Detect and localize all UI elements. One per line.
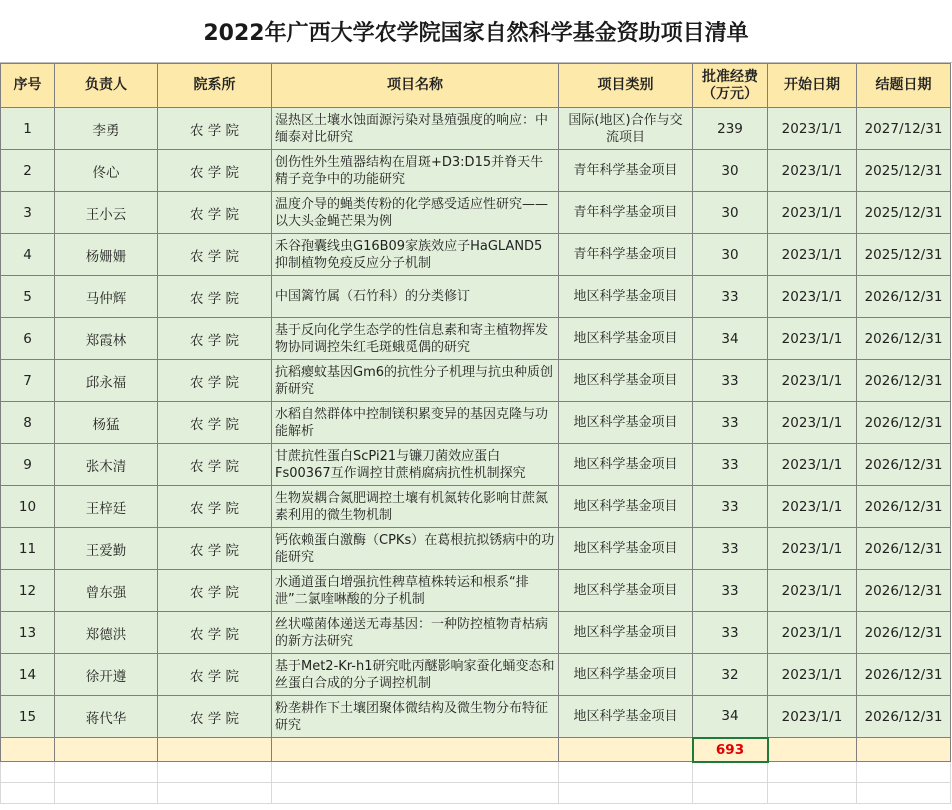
table-row (1, 192, 951, 234)
empty-cell[interactable] (55, 738, 158, 762)
header-end[interactable]: 结题日期 (857, 64, 951, 108)
cell-name[interactable]: 基于Met2-Kr-h1研究吡丙醚影响家蚕化蛹变态和丝蛋白合成的分子调控机制 (272, 654, 559, 696)
cell-start[interactable]: 2023/1/1 (768, 108, 857, 150)
cell-start[interactable]: 2023/1/1 (768, 234, 857, 276)
cell-type[interactable]: 地区科学基金项目 (559, 696, 693, 738)
cell-dept[interactable]: 农 学 院 (158, 318, 272, 360)
cell-name[interactable]: 钙依赖蛋白激酶（CPKs）在葛根抗拟锈病中的功能研究 (272, 528, 559, 570)
header-index[interactable]: 序号 (1, 64, 55, 108)
cell-name[interactable]: 抗稻瘿蚊基因Gm6的抗性分子机理与抗虫种质创新研究 (272, 360, 559, 402)
cell-end[interactable]: 2025/12/31 (857, 192, 951, 234)
cell-start[interactable]: 2023/1/1 (768, 360, 857, 402)
cell-name[interactable]: 水通道蛋白增强抗性稗草植株转运和根系“排泄”二氯喹啉酸的分子机制 (272, 570, 559, 612)
cell-dept[interactable]: 农 学 院 (158, 444, 272, 486)
empty-cell[interactable] (272, 738, 559, 762)
empty-cell[interactable] (857, 783, 951, 804)
cell-funds[interactable]: 30 (693, 234, 768, 276)
empty-cell[interactable] (768, 783, 857, 804)
cell-index[interactable]: 14 (1, 654, 55, 696)
cell-leader[interactable]: 郑德洪 (55, 612, 158, 654)
cell-funds[interactable]: 30 (693, 192, 768, 234)
empty-cell[interactable] (559, 738, 693, 762)
cell-index[interactable]: 2 (1, 150, 55, 192)
header-dept[interactable]: 院系所 (158, 64, 272, 108)
cell-funds[interactable]: 33 (693, 570, 768, 612)
header-funds[interactable]: 批准经费（万元） (693, 64, 768, 108)
cell-funds[interactable]: 33 (693, 528, 768, 570)
cell-start[interactable]: 2023/1/1 (768, 528, 857, 570)
cell-leader[interactable]: 张木清 (55, 444, 158, 486)
cell-dept[interactable]: 农 学 院 (158, 108, 272, 150)
cell-end[interactable]: 2026/12/31 (857, 696, 951, 738)
cell-funds[interactable]: 34 (693, 318, 768, 360)
cell-dept[interactable]: 农 学 院 (158, 696, 272, 738)
header-type[interactable]: 项目类别 (559, 64, 693, 108)
cell-end[interactable]: 2027/12/31 (857, 108, 951, 150)
cell-type[interactable]: 地区科学基金项目 (559, 444, 693, 486)
cell-start[interactable]: 2023/1/1 (768, 612, 857, 654)
cell-start[interactable]: 2023/1/1 (768, 318, 857, 360)
total-row (1, 738, 951, 762)
cell-index[interactable]: 12 (1, 570, 55, 612)
cell-end[interactable]: 2026/12/31 (857, 654, 951, 696)
table-row (1, 108, 951, 150)
cell-type[interactable]: 地区科学基金项目 (559, 276, 693, 318)
empty-cell[interactable] (1, 738, 55, 762)
cell-end[interactable]: 2026/12/31 (857, 570, 951, 612)
cell-type[interactable]: 地区科学基金项目 (559, 528, 693, 570)
cell-index[interactable]: 5 (1, 276, 55, 318)
cell-dept[interactable]: 农 学 院 (158, 150, 272, 192)
empty-cell[interactable] (55, 783, 158, 804)
cell-index[interactable]: 8 (1, 402, 55, 444)
cell-start[interactable]: 2023/1/1 (768, 570, 857, 612)
cell-index[interactable]: 7 (1, 360, 55, 402)
cell-name[interactable]: 粉垄耕作下土壤团聚体微结构及微生物分布特征研究 (272, 696, 559, 738)
cell-funds[interactable]: 239 (693, 108, 768, 150)
table-row (1, 318, 951, 360)
cell-index[interactable]: 3 (1, 192, 55, 234)
cell-type[interactable]: 国际(地区)合作与交流项目 (559, 108, 693, 150)
cell-index[interactable]: 15 (1, 696, 55, 738)
cell-name[interactable]: 中国篱竹属（石竹科）的分类修订 (272, 276, 559, 318)
empty-cell[interactable] (559, 762, 693, 783)
cell-leader[interactable]: 马仲辉 (55, 276, 158, 318)
cell-type[interactable]: 地区科学基金项目 (559, 318, 693, 360)
cell-name[interactable]: 禾谷孢囊线虫G16B09家族效应子HaGLAND5抑制植物免疫反应分子机制 (272, 234, 559, 276)
cell-end[interactable]: 2025/12/31 (857, 234, 951, 276)
empty-cell[interactable] (1, 762, 55, 783)
cell-end[interactable]: 2026/12/31 (857, 360, 951, 402)
cell-type[interactable]: 地区科学基金项目 (559, 570, 693, 612)
funding-table (0, 63, 951, 804)
cell-type[interactable]: 地区科学基金项目 (559, 360, 693, 402)
cell-funds[interactable]: 33 (693, 360, 768, 402)
cell-start[interactable]: 2023/1/1 (768, 192, 857, 234)
cell-start[interactable]: 2023/1/1 (768, 696, 857, 738)
cell-end[interactable]: 2026/12/31 (857, 612, 951, 654)
cell-leader[interactable]: 王梓廷 (55, 486, 158, 528)
cell-dept[interactable]: 农 学 院 (158, 612, 272, 654)
cell-name[interactable]: 丝状噬菌体递送无毒基因：一种防控植物青枯病的新方法研究 (272, 612, 559, 654)
table-row (1, 444, 951, 486)
cell-dept[interactable]: 农 学 院 (158, 276, 272, 318)
cell-index[interactable]: 6 (1, 318, 55, 360)
cell-type[interactable]: 青年科学基金项目 (559, 192, 693, 234)
cell-start[interactable]: 2023/1/1 (768, 150, 857, 192)
cell-funds[interactable]: 33 (693, 402, 768, 444)
cell-type[interactable]: 地区科学基金项目 (559, 402, 693, 444)
cell-dept[interactable]: 农 学 院 (158, 192, 272, 234)
empty-cell[interactable] (857, 738, 951, 762)
header-start[interactable]: 开始日期 (768, 64, 857, 108)
cell-leader[interactable]: 王爱勤 (55, 528, 158, 570)
table-row (1, 528, 951, 570)
cell-leader[interactable]: 李勇 (55, 108, 158, 150)
table-row (1, 570, 951, 612)
empty-cell[interactable] (768, 738, 857, 762)
cell-funds[interactable]: 33 (693, 612, 768, 654)
cell-end[interactable]: 2026/12/31 (857, 402, 951, 444)
cell-type[interactable]: 青年科学基金项目 (559, 234, 693, 276)
empty-cell[interactable] (272, 762, 559, 783)
table-row (1, 150, 951, 192)
cell-type[interactable]: 地区科学基金项目 (559, 612, 693, 654)
cell-index[interactable]: 1 (1, 108, 55, 150)
header-name[interactable]: 项目名称 (272, 64, 559, 108)
cell-funds[interactable]: 33 (693, 276, 768, 318)
header-leader[interactable]: 负责人 (55, 64, 158, 108)
cell-leader[interactable]: 蒋代华 (55, 696, 158, 738)
cell-leader[interactable]: 曾东强 (55, 570, 158, 612)
cell-index[interactable]: 11 (1, 528, 55, 570)
cell-end[interactable]: 2025/12/31 (857, 150, 951, 192)
cell-funds[interactable]: 32 (693, 654, 768, 696)
total-funds-cell[interactable]: 693 (693, 738, 768, 762)
cell-dept[interactable]: 农 学 院 (158, 486, 272, 528)
cell-start[interactable]: 2023/1/1 (768, 276, 857, 318)
cell-leader[interactable]: 徐开遵 (55, 654, 158, 696)
empty-cell[interactable] (158, 783, 272, 804)
table-row (1, 276, 951, 318)
cell-leader[interactable]: 王小云 (55, 192, 158, 234)
cell-index[interactable]: 13 (1, 612, 55, 654)
cell-type[interactable]: 地区科学基金项目 (559, 486, 693, 528)
empty-cell[interactable] (272, 783, 559, 804)
cell-name[interactable]: 湿热区土壤水蚀面源污染对垦殖强度的响应：中缅泰对比研究 (272, 108, 559, 150)
cell-leader[interactable]: 杨猛 (55, 402, 158, 444)
empty-cell[interactable] (55, 762, 158, 783)
cell-name[interactable]: 甘蔗抗性蛋白ScPi21与镰刀菌效应蛋白Fs00367互作调控甘蔗梢腐病抗性机制探究 (272, 444, 559, 486)
cell-dept[interactable]: 农 学 院 (158, 402, 272, 444)
header-row (1, 64, 951, 108)
cell-end[interactable]: 2026/12/31 (857, 444, 951, 486)
table-row (1, 696, 951, 738)
cell-funds[interactable]: 33 (693, 444, 768, 486)
table-row (1, 360, 951, 402)
cell-dept[interactable]: 农 学 院 (158, 234, 272, 276)
cell-type[interactable]: 青年科学基金项目 (559, 150, 693, 192)
cell-end[interactable]: 2026/12/31 (857, 528, 951, 570)
empty-cell[interactable] (1, 783, 55, 804)
table-row (1, 654, 951, 696)
cell-start[interactable]: 2023/1/1 (768, 486, 857, 528)
cell-name[interactable]: 生物炭耦合氮肥调控土壤有机氮转化影响甘蔗氮素利用的微生物机制 (272, 486, 559, 528)
cell-dept[interactable]: 农 学 院 (158, 570, 272, 612)
cell-index[interactable]: 9 (1, 444, 55, 486)
cell-index[interactable]: 4 (1, 234, 55, 276)
empty-cell[interactable] (158, 738, 272, 762)
cell-start[interactable]: 2023/1/1 (768, 444, 857, 486)
sheet-title: 2022年广西大学农学院国家自然科学基金资助项目清单 (0, 0, 952, 63)
cell-dept[interactable]: 农 学 院 (158, 654, 272, 696)
empty-cell[interactable] (768, 762, 857, 783)
cell-dept[interactable]: 农 学 院 (158, 360, 272, 402)
table-row (1, 612, 951, 654)
cell-leader[interactable]: 杨姗姗 (55, 234, 158, 276)
empty-cell[interactable] (158, 762, 272, 783)
cell-leader[interactable]: 佟心 (55, 150, 158, 192)
cell-name[interactable]: 温度介导的蝇类传粉的化学感受适应性研究——以大头金蝇芒果为例 (272, 192, 559, 234)
cell-name[interactable]: 创伤性外生殖器结构在眉斑+D3:D15并脊天牛精子竞争中的功能研究 (272, 150, 559, 192)
cell-funds[interactable]: 34 (693, 696, 768, 738)
cell-name[interactable]: 水稻自然群体中控制镁积累变异的基因克隆与功能解析 (272, 402, 559, 444)
cell-start[interactable]: 2023/1/1 (768, 654, 857, 696)
cell-name[interactable]: 基于反向化学生态学的性信息素和寄主植物挥发物协同调控朱红毛斑蛾觅偶的研究 (272, 318, 559, 360)
cell-start[interactable]: 2023/1/1 (768, 402, 857, 444)
cell-funds[interactable]: 33 (693, 486, 768, 528)
empty-cell[interactable] (693, 783, 768, 804)
table-row (1, 486, 951, 528)
empty-cell[interactable] (559, 783, 693, 804)
cell-funds[interactable]: 30 (693, 150, 768, 192)
cell-leader[interactable]: 郑霞林 (55, 318, 158, 360)
cell-index[interactable]: 10 (1, 486, 55, 528)
cell-end[interactable]: 2026/12/31 (857, 486, 951, 528)
empty-cell[interactable] (857, 762, 951, 783)
empty-cell[interactable] (693, 762, 768, 783)
cell-end[interactable]: 2026/12/31 (857, 276, 951, 318)
blank-row (1, 783, 951, 804)
table-row (1, 402, 951, 444)
cell-type[interactable]: 地区科学基金项目 (559, 654, 693, 696)
cell-end[interactable]: 2026/12/31 (857, 318, 951, 360)
cell-dept[interactable]: 农 学 院 (158, 528, 272, 570)
blank-row (1, 762, 951, 783)
table-row (1, 234, 951, 276)
cell-leader[interactable]: 邱永福 (55, 360, 158, 402)
